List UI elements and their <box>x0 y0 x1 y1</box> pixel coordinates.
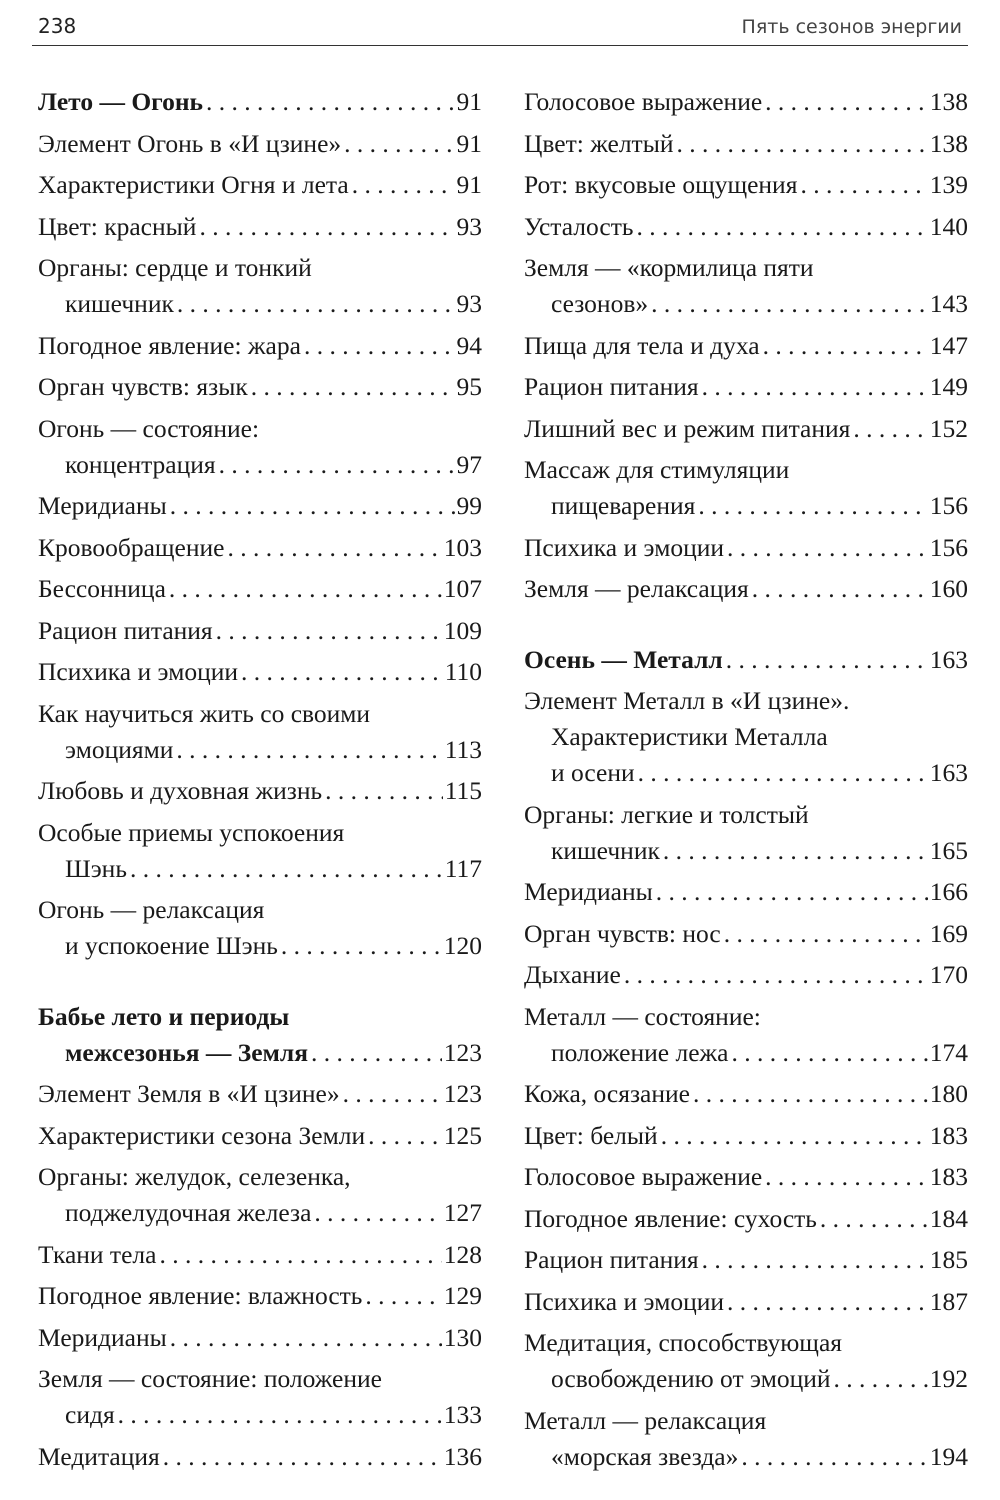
toc-entry <box>38 773 482 815</box>
toc-entry <box>524 1284 968 1326</box>
dot-leader <box>850 411 927 447</box>
toc-entry-title: Органы: желудок, селезенка, <box>38 1162 351 1191</box>
toc-entry <box>524 209 968 251</box>
toc-page-number: 107 <box>443 574 482 603</box>
toc-page-number: 117 <box>444 853 482 883</box>
toc-entry <box>38 1076 482 1118</box>
toc-page-number: 130 <box>443 1322 482 1352</box>
dot-leader <box>203 84 454 120</box>
toc-entry-line <box>38 286 482 322</box>
toc-entry-title: Погодное явление: влажность <box>38 1281 363 1310</box>
toc-entry <box>524 250 968 328</box>
toc-page-number: 138 <box>929 87 968 116</box>
toc-page-number: 113 <box>444 734 482 764</box>
dot-leader <box>238 654 443 690</box>
toc-entry-line <box>524 411 968 447</box>
toc-entry <box>38 1361 482 1439</box>
dot-leader <box>216 447 455 483</box>
toc-entry-title: Любовь и духовная жизнь <box>38 776 323 805</box>
toc-entry-title: сидя <box>65 1400 115 1429</box>
toc-section-heading <box>38 999 482 1077</box>
toc-entry <box>38 530 482 572</box>
toc-page-number: 183 <box>929 1120 968 1150</box>
toc-entry <box>524 1403 968 1481</box>
toc-entry-title: сезонов» <box>551 289 649 318</box>
toc-page-number: 127 <box>443 1198 482 1227</box>
toc-entry-title: Характеристики сезона Земли <box>38 1120 366 1150</box>
toc-entry-title: Бессонница <box>38 574 166 603</box>
toc-entry-line <box>524 1361 968 1397</box>
toc-entry <box>38 613 482 655</box>
toc-page-number: 120 <box>443 931 482 960</box>
dot-leader <box>365 1118 442 1154</box>
dot-leader <box>635 755 928 791</box>
toc-page-number: 184 <box>929 1203 968 1233</box>
header-divider <box>32 45 968 46</box>
toc-entry-line <box>38 696 482 732</box>
dot-leader <box>311 1195 441 1231</box>
toc-entry-line <box>38 773 482 809</box>
toc-entry <box>38 1439 482 1481</box>
toc-entry-line <box>38 654 482 690</box>
toc-entry <box>38 167 482 209</box>
toc-page-number: 99 <box>456 491 482 520</box>
toc-page-number: 123 <box>443 1037 482 1067</box>
dot-leader <box>301 328 455 364</box>
toc-entry <box>38 1159 482 1237</box>
toc-page-number: 103 <box>443 532 482 562</box>
toc-entry-title: кишечник <box>551 835 660 865</box>
toc-entry-line <box>38 250 482 286</box>
toc-entry-title: Медитация <box>38 1441 160 1471</box>
toc-entry <box>38 571 482 613</box>
toc-entry-title: Медитация, способствующая <box>524 1328 842 1357</box>
toc-entry-line <box>38 1118 482 1154</box>
page-header <box>38 10 962 44</box>
toc-entry <box>524 999 968 1077</box>
toc-entry-title: концентрация <box>65 449 216 479</box>
toc-page-number: 109 <box>443 615 482 645</box>
toc-entry-title: Массаж для стимуляции <box>524 455 790 484</box>
toc-entry <box>38 1278 482 1320</box>
toc-entry-title: «морская звезда» <box>551 1441 739 1471</box>
toc-entry-title: Психика и эмоции <box>38 657 239 686</box>
dot-leader <box>721 916 928 952</box>
toc-page-number: 123 <box>443 1079 482 1108</box>
toc-entry-title: Цвет: красный <box>38 211 197 241</box>
toc-entry-line <box>524 250 968 286</box>
toc-page-number: 160 <box>929 574 968 603</box>
toc-entry-title: Цвет: желтый <box>524 128 674 158</box>
toc-page-number: 187 <box>929 1286 968 1316</box>
toc-page-number: 194 <box>929 1441 968 1471</box>
toc-entry-title: Кровообращение <box>38 532 225 562</box>
dot-leader <box>762 1159 928 1195</box>
toc-entry <box>38 654 482 696</box>
toc-entry-title: Меридианы <box>38 491 167 520</box>
dot-leader <box>308 1035 442 1071</box>
toc-entry-title: Меридианы <box>524 877 653 906</box>
toc-page-number: 91 <box>456 87 482 116</box>
dot-leader <box>660 833 928 869</box>
dot-leader <box>695 488 927 524</box>
toc-entry-line <box>38 1159 482 1195</box>
toc-entry-line <box>524 84 968 120</box>
toc-page-number: 138 <box>929 128 968 158</box>
dot-leader <box>248 369 455 405</box>
toc-entry-title: пищеварения <box>551 491 696 520</box>
toc-entry-line <box>38 369 482 405</box>
toc-entry-line <box>38 1439 482 1475</box>
toc-entry <box>38 369 482 411</box>
dot-leader <box>724 530 928 566</box>
toc-entry-line <box>38 328 482 364</box>
dot-leader <box>278 928 442 964</box>
dot-leader <box>166 571 442 607</box>
toc-entry-line <box>524 1118 968 1154</box>
dot-leader <box>621 957 928 993</box>
toc-entry-title: Меридианы <box>38 1322 167 1352</box>
toc-entry-title: Земля — релаксация <box>524 574 749 603</box>
toc-column-right <box>524 84 968 1480</box>
toc-entry-line <box>38 1035 482 1071</box>
toc-page-number: 93 <box>456 211 482 241</box>
toc-entry-title: Земля — состояние: положение <box>38 1364 382 1393</box>
toc-entry <box>524 411 968 453</box>
toc-page-number: 149 <box>929 372 968 401</box>
toc-entry-line <box>38 1361 482 1397</box>
toc-page-number: 94 <box>456 330 482 360</box>
toc-entry <box>38 411 482 489</box>
toc-entry-line <box>524 286 968 322</box>
toc-entry-title: Металл — релаксация <box>524 1405 767 1435</box>
toc-page-number: 95 <box>456 372 482 401</box>
toc-entry-title: Элемент Земля в «И цзине» <box>38 1079 340 1108</box>
toc-entry-title: Шэнь <box>65 853 127 883</box>
toc-entry-line <box>524 1159 968 1195</box>
toc-entry-title: Бабье лето и периоды <box>38 1001 290 1031</box>
toc-page-number: 192 <box>929 1364 968 1393</box>
dot-leader <box>817 1201 928 1237</box>
toc-section-heading <box>38 84 482 126</box>
dot-leader <box>723 642 928 678</box>
toc-page-number: 91 <box>456 170 482 199</box>
toc-entry <box>38 250 482 328</box>
toc-entry-line <box>38 1278 482 1314</box>
toc-entry-title: Психика и эмоции <box>524 1286 725 1316</box>
toc-page-number: 180 <box>929 1079 968 1108</box>
toc-entry <box>524 797 968 875</box>
running-title: Пять сезонов энергии <box>741 16 962 38</box>
toc-entry <box>524 916 968 958</box>
toc-entry <box>38 892 482 970</box>
toc-entry-title: Как научиться жить со своими <box>38 698 371 728</box>
toc-entry-title: Огонь — состояние: <box>38 413 260 443</box>
toc-entry-title: Осень — Металл <box>524 644 723 674</box>
toc-entry-title: Пища для тела и духа <box>524 330 760 360</box>
dot-leader <box>673 126 927 162</box>
toc-page-number: 125 <box>443 1120 482 1150</box>
toc-entry-line <box>38 1237 482 1273</box>
dot-leader <box>156 1237 441 1273</box>
toc-entry <box>524 1201 968 1243</box>
dot-leader <box>322 773 443 809</box>
toc-page-number: 93 <box>456 289 482 318</box>
toc-entry-title: поджелудочная железа <box>65 1198 312 1227</box>
toc-page-number: 183 <box>929 1162 968 1191</box>
toc-entry-line <box>524 797 968 833</box>
toc-entry <box>38 1118 482 1160</box>
toc-entry-title: Органы: легкие и толстый <box>524 799 809 829</box>
toc-entry-line <box>524 167 968 203</box>
dot-leader <box>213 613 442 649</box>
dot-leader <box>724 1284 928 1320</box>
toc-entry-line <box>524 452 968 488</box>
toc-entry-line <box>38 1397 482 1433</box>
dot-leader <box>160 1439 442 1475</box>
toc-entry <box>524 874 968 916</box>
toc-entry-line <box>38 411 482 447</box>
toc-page-number: 97 <box>456 449 482 479</box>
toc-entry <box>524 452 968 530</box>
toc-entry <box>524 957 968 999</box>
dot-leader <box>699 369 928 405</box>
toc-entry-title: Ткани тела <box>38 1239 157 1269</box>
toc-page-number: 156 <box>929 532 968 562</box>
toc-entry-line <box>524 1201 968 1237</box>
toc-page-number: 91 <box>456 128 482 158</box>
toc-entry <box>524 126 968 168</box>
toc-entry-line <box>524 1035 968 1071</box>
toc-entry-title: Голосовое выражение <box>524 87 763 116</box>
toc-entry <box>38 1237 482 1279</box>
toc-page-number: 140 <box>929 211 968 241</box>
toc-entry-line <box>38 1076 482 1112</box>
toc-entry <box>38 696 482 774</box>
toc-entry-line <box>524 1325 968 1361</box>
toc-entry-line <box>524 719 968 755</box>
toc-entry-line <box>524 530 968 566</box>
toc-entry-title: Орган чувств: язык <box>38 372 248 401</box>
toc-entry-title: Особые приемы успокоения <box>38 817 345 847</box>
toc-entry-title: Элемент Огонь в «И цзине» <box>38 128 342 158</box>
toc-entry-title: межсезонья — Земля <box>65 1037 308 1067</box>
toc-entry <box>524 1076 968 1118</box>
toc-entry-title: Голосовое выражение <box>524 1162 763 1191</box>
toc-entry-line <box>38 488 482 524</box>
toc-entry-line <box>524 833 968 869</box>
toc-entry-line <box>524 1439 968 1475</box>
toc-page-number: 136 <box>443 1441 482 1471</box>
toc-entry-line <box>38 815 482 851</box>
dot-leader <box>167 1320 442 1356</box>
toc-entry-line <box>524 999 968 1035</box>
toc-page-number: 185 <box>929 1245 968 1274</box>
toc-page-number: 115 <box>444 776 482 805</box>
dot-leader <box>349 167 455 203</box>
toc-entry-line <box>524 209 968 245</box>
toc-entry <box>524 167 968 209</box>
toc-entry-line <box>38 999 482 1035</box>
toc-entry-line <box>524 126 968 162</box>
toc-page-number: 110 <box>444 657 482 686</box>
toc-entry-line <box>524 957 968 993</box>
toc-entry-line <box>38 1320 482 1356</box>
toc-entry <box>524 1242 968 1284</box>
dot-leader <box>760 328 928 364</box>
toc-entry-line <box>38 126 482 162</box>
toc-entry-line <box>38 851 482 887</box>
toc-entry-title: Элемент Металл в «И цзине». <box>524 686 850 715</box>
toc-entry-line <box>38 613 482 649</box>
dot-leader <box>340 1076 442 1112</box>
toc-entry <box>38 815 482 893</box>
dot-leader <box>738 1439 927 1475</box>
toc-entry-line <box>524 1242 968 1278</box>
toc-entry <box>38 126 482 168</box>
toc-entry-line <box>524 488 968 524</box>
toc-entry-line <box>524 571 968 607</box>
toc-entry-title: Погодное явление: жара <box>38 330 301 360</box>
toc-entry-title: Рот: вкусовые ощущения <box>524 170 798 199</box>
toc-page-number: 139 <box>929 170 968 199</box>
dot-leader <box>167 488 455 524</box>
toc-entry <box>524 1118 968 1160</box>
toc-entry <box>524 369 968 411</box>
toc-entry-line <box>524 874 968 910</box>
toc-entry-title: Органы: сердце и тонкий <box>38 253 312 282</box>
toc-entry <box>524 1325 968 1403</box>
dot-leader <box>653 874 928 910</box>
toc-entry-title: Огонь — релаксация <box>38 895 265 924</box>
toc-entry-line <box>38 84 482 120</box>
toc-entry-title: Рацион питания <box>524 1245 699 1274</box>
toc-entry-line <box>38 928 482 964</box>
toc-entry-title: Лето — Огонь <box>38 87 204 116</box>
toc-page-number: 147 <box>929 330 968 360</box>
dot-leader <box>341 126 454 162</box>
toc-entry-title: Лишний вес и режим питания <box>524 413 851 443</box>
toc-entry <box>38 209 482 251</box>
dot-leader <box>762 84 928 120</box>
toc-entry-line <box>38 732 482 768</box>
toc-entry-title: Земля — «кормилица пяти <box>524 253 814 282</box>
toc-entry-title: кишечник <box>65 289 174 318</box>
toc-entry-line <box>38 1195 482 1231</box>
toc-entry-title: Цвет: белый <box>524 1120 658 1150</box>
toc-entry-line <box>38 209 482 245</box>
toc-entry-line <box>524 642 968 678</box>
toc-entry-line <box>524 369 968 405</box>
dot-leader <box>728 1035 927 1071</box>
toc-entry-line <box>524 1076 968 1112</box>
toc-entry-title: Дыхание <box>524 960 621 989</box>
dot-leader <box>127 851 443 887</box>
toc-page-number: 128 <box>443 1239 482 1269</box>
dot-leader <box>174 286 455 322</box>
toc-page-number: 174 <box>929 1037 968 1067</box>
toc-page-number: 166 <box>929 877 968 906</box>
dot-leader <box>196 209 454 245</box>
toc-entry-title: Орган чувств: нос <box>524 918 721 948</box>
toc-entry-title: Характеристики Огня и лета <box>38 170 349 199</box>
toc-page-number: 133 <box>443 1400 482 1429</box>
toc-entry-title: Психика и эмоции <box>524 532 725 562</box>
toc-entry-title: положение лежа <box>551 1037 729 1067</box>
dot-leader <box>690 1076 928 1112</box>
toc-entry-line <box>524 683 968 719</box>
toc-entry-title: Погодное явление: сухость <box>524 1203 817 1233</box>
toc-entry <box>524 571 968 613</box>
dot-leader <box>831 1361 928 1397</box>
toc-entry-line <box>38 530 482 566</box>
toc-page-number: 156 <box>929 491 968 520</box>
toc-entry-line <box>524 1403 968 1439</box>
toc-entry-line <box>38 892 482 928</box>
toc-entry-title: эмоциями <box>65 734 174 764</box>
toc-column-left <box>38 84 482 1480</box>
toc-entry-line <box>524 755 968 791</box>
toc-entry-title: Металл — состояние: <box>524 1001 761 1031</box>
toc-entry-title: Рацион питания <box>524 372 699 401</box>
toc-entry <box>524 683 968 797</box>
toc-entry-title: и осени <box>551 758 635 787</box>
dot-leader <box>699 1242 928 1278</box>
toc-entry-title: Рацион питания <box>38 615 213 645</box>
dot-leader <box>648 286 928 322</box>
page-number: 238 <box>38 14 77 38</box>
toc-entry <box>38 328 482 370</box>
toc-entry-title: Усталость <box>524 211 634 241</box>
toc-entry <box>38 488 482 530</box>
toc-entry <box>38 1320 482 1362</box>
toc-entry-title: Характеристики Металла <box>551 722 828 751</box>
toc-entry <box>524 84 968 126</box>
dot-leader <box>173 732 442 768</box>
toc-page-number: 165 <box>929 835 968 865</box>
dot-leader <box>115 1397 442 1433</box>
toc-entry-title: Кожа, осязание <box>524 1079 690 1108</box>
dot-leader <box>749 571 928 607</box>
toc-page-number: 170 <box>929 960 968 989</box>
toc-entry <box>524 1159 968 1201</box>
dot-leader <box>634 209 928 245</box>
toc-entry-line <box>38 571 482 607</box>
toc-page-number: 163 <box>929 644 968 674</box>
toc-entry-line <box>524 916 968 952</box>
dot-leader <box>797 167 927 203</box>
toc-entry-title: и успокоение Шэнь <box>65 931 278 960</box>
toc-page-number: 129 <box>443 1281 482 1310</box>
toc-page-number: 152 <box>929 413 968 443</box>
toc-section-heading <box>524 642 968 684</box>
toc-page-number: 169 <box>929 918 968 948</box>
toc-entry-line <box>524 328 968 364</box>
toc-entry <box>524 530 968 572</box>
toc-entry-title: освобождению от эмоций <box>551 1364 831 1393</box>
dot-leader <box>658 1118 928 1154</box>
dot-leader <box>362 1278 441 1314</box>
dot-leader <box>224 530 441 566</box>
toc-entry-line <box>38 447 482 483</box>
toc-entry-line <box>524 1284 968 1320</box>
toc-page-number: 163 <box>929 758 968 787</box>
toc-entry-line <box>38 167 482 203</box>
toc-entry <box>524 328 968 370</box>
toc-page-number: 143 <box>929 289 968 318</box>
